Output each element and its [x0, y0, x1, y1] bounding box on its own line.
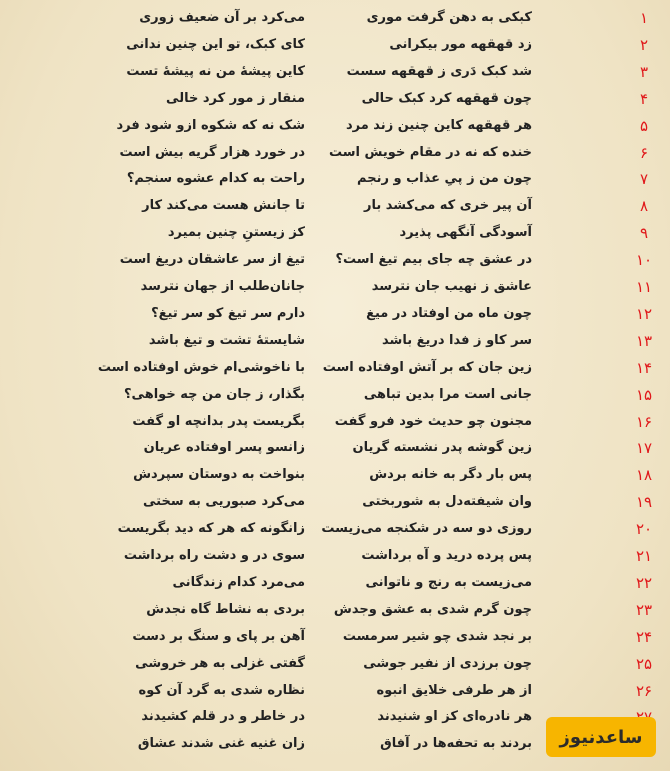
verse-number: ۱۱ [635, 278, 653, 296]
verse-row [0, 544, 670, 571]
verse-row [0, 383, 670, 410]
second-hemistich: منقار ز مور کرد خالی [166, 90, 305, 106]
second-hemistich: گفتی غزلی به هر خروشی [135, 655, 305, 671]
second-hemistich: شایستهٔ تشت و تیغ باشد [148, 332, 305, 348]
verse-number: ۸ [639, 197, 649, 216]
second-hemistich: سوی در و دشت راه برداشت [123, 548, 305, 563]
verse-row [0, 221, 670, 248]
verse-row [0, 194, 670, 221]
second-hemistich: تا جانش هست می‌کند کار [142, 198, 305, 214]
verse-row [0, 167, 670, 194]
first-hemistich: چون برزدی از نفیر جوشی [363, 655, 532, 671]
verse-number: ۵ [639, 116, 649, 135]
verse-row [0, 141, 670, 168]
first-hemistich: می‌زیست به رنج و ناتوانی [365, 574, 532, 590]
verse-row [0, 652, 670, 679]
first-hemistich: هر قهقهه کاین چنین زند مرد [345, 117, 532, 133]
second-hemistich: در خاطر و در قلم کشیدند [141, 709, 305, 725]
verse-number: ۱۵ [635, 385, 653, 404]
first-hemistich: زد قهقهه مور بیکرانی [389, 36, 532, 52]
verse-number: ۲۵ [635, 654, 653, 673]
verse-row [0, 60, 670, 87]
verse-row [0, 463, 670, 490]
second-hemistich: تیغ از سر عاشقان دریغ است [119, 252, 305, 268]
first-hemistich: وان شیفته‌دل به شوربختی [362, 494, 532, 510]
second-hemistich: می‌کرد بر آن ضعیف زوری [139, 10, 305, 25]
first-hemistich: پس بار دگر به خانه بردش [369, 467, 532, 483]
verse-number: ۱۲ [635, 304, 653, 323]
verse-row [0, 679, 670, 706]
first-hemistich: آن پیر خری که می‌کشد بار [363, 198, 532, 214]
second-hemistich: با ناخوشی‌ام خوش اوفتاده است [97, 359, 305, 375]
first-hemistich: جانی است مرا بدین تباهی [363, 386, 532, 402]
verse-number: ۱۹ [635, 493, 653, 512]
second-hemistich: نظاره شدی به گرد آن کوه [138, 682, 305, 698]
site-logo: ساعدنیوز [546, 717, 656, 757]
second-hemistich: بنواخت به دوستان سپردش [133, 467, 305, 483]
verse-number: ۱۴ [635, 358, 653, 377]
first-hemistich: هر نادره‌ای کز او شنیدند [377, 709, 532, 725]
verse-row [0, 6, 670, 33]
second-hemistich: کاین پیشهٔ من نه پیشهٔ تست [126, 63, 305, 79]
verse-number: ۱۳ [635, 331, 653, 350]
verse-row [0, 517, 670, 544]
first-hemistich: چون قهقهه کرد کبک حالی [361, 90, 532, 106]
first-hemistich: چون گرم شدی به عشق وجدش [333, 601, 532, 617]
first-hemistich: شد کبک دَری ز قهقهه سست [346, 63, 532, 79]
second-hemistich: زان غنیه غنی شدند عشاق [137, 736, 305, 752]
verse-row [0, 490, 670, 517]
verse-row [0, 329, 670, 356]
second-hemistich: راحت به کدام عشوه سنجم؟ [126, 171, 305, 187]
verse-row [0, 571, 670, 598]
first-hemistich: بر نجد شدی چو شیر سرمست [342, 628, 532, 644]
first-hemistich: در عشق چه جای بیم تیغ است؟ [335, 252, 532, 268]
verse-number: ۱ [639, 9, 649, 27]
second-hemistich: بردی به نشاط گاه نجدش [146, 601, 305, 617]
second-hemistich: زانگونه که هر که دید بگریست [117, 521, 305, 537]
second-hemistich: کای کبک، تو این چنین ندانی [126, 36, 305, 52]
verse-number: ۱۷ [635, 439, 653, 458]
verse-number: ۱۰ [635, 251, 653, 270]
verse-number: ۲ [639, 35, 649, 54]
verse-row [0, 356, 670, 383]
verse-number: ۲۳ [635, 600, 653, 619]
first-hemistich: زین جان که بر آتش اوفتاده است [322, 359, 532, 375]
second-hemistich: بگریست پدر بدانچه او گفت [132, 413, 305, 429]
second-hemistich: در خورد هزار گریه بیش است [119, 144, 305, 160]
first-hemistich: روزی دو سه در شکنجه می‌زیست [321, 521, 532, 537]
first-hemistich: خنده که نه در مقام خویش است [329, 144, 532, 160]
first-hemistich: بردند به تحفه‌ها در آفاق [380, 736, 532, 752]
verse-row [0, 33, 670, 60]
verse-number: ۶ [639, 143, 649, 162]
second-hemistich: زانسو پسر اوفتاده عریان [143, 440, 305, 456]
verse-row [0, 598, 670, 625]
second-hemistich: بگذار، ز جان من چه خواهی؟ [124, 386, 305, 402]
first-hemistich: پس پرده درید و آه برداشت [361, 548, 532, 563]
second-hemistich: دارم سر تیغ کو سر تیغ؟ [151, 305, 305, 321]
first-hemistich: از هر طرفی خلایق انبوه [376, 682, 532, 698]
verse-row [0, 410, 670, 437]
verse-number: ۲۲ [635, 573, 653, 592]
first-hemistich: عاشق ز نهیب جان نترسد [371, 279, 532, 294]
verse-number: ۲۴ [635, 627, 653, 646]
first-hemistich: زین گوشه پدر نشسته گریان [352, 440, 532, 456]
verse-number: ۲۰ [635, 520, 653, 539]
verse-number: ۷ [639, 170, 649, 189]
verse-number: ۱۶ [635, 412, 653, 431]
second-hemistich: می‌کرد صبوریی به سختی [142, 494, 305, 510]
verse-row [0, 625, 670, 652]
verse-row [0, 436, 670, 463]
first-hemistich: چون ماه من اوفتاد در میغ [366, 305, 532, 321]
second-hemistich: می‌مرد کدام زندگانی [172, 574, 305, 590]
verse-number: ۹ [639, 224, 649, 243]
second-hemistich: آهن بر پای و سنگ بر دست [132, 628, 305, 644]
verse-row [0, 114, 670, 141]
verse-number: ۱۸ [635, 466, 653, 485]
first-hemistich: آسودگی آنگهی پذیرد [399, 225, 532, 241]
first-hemistich: سر کاو ز فدا دریغ باشد [382, 332, 532, 348]
verse-number: ۲۱ [635, 547, 653, 565]
verse-row [0, 275, 670, 302]
verse-number: ۲۶ [635, 681, 653, 700]
second-hemistich: شک نه که شکوه ازو شود فرد [116, 117, 305, 133]
second-hemistich: جانان‌طلب از جهان نترسد [140, 279, 305, 294]
first-hemistich: کبکی به دهن گرفت موری [366, 10, 532, 25]
verse-row [0, 87, 670, 114]
first-hemistich: مجنون چو حدیث خود فرو گفت [334, 413, 532, 429]
verse-row [0, 302, 670, 329]
verse-number: ۴ [639, 89, 649, 108]
verse-number: ۳ [639, 62, 649, 81]
first-hemistich: چون من ز پیِ عذاب و رنجم [357, 171, 532, 187]
verse-row [0, 248, 670, 275]
second-hemistich: کز زیستنِ چنین بمیرد [167, 225, 305, 241]
